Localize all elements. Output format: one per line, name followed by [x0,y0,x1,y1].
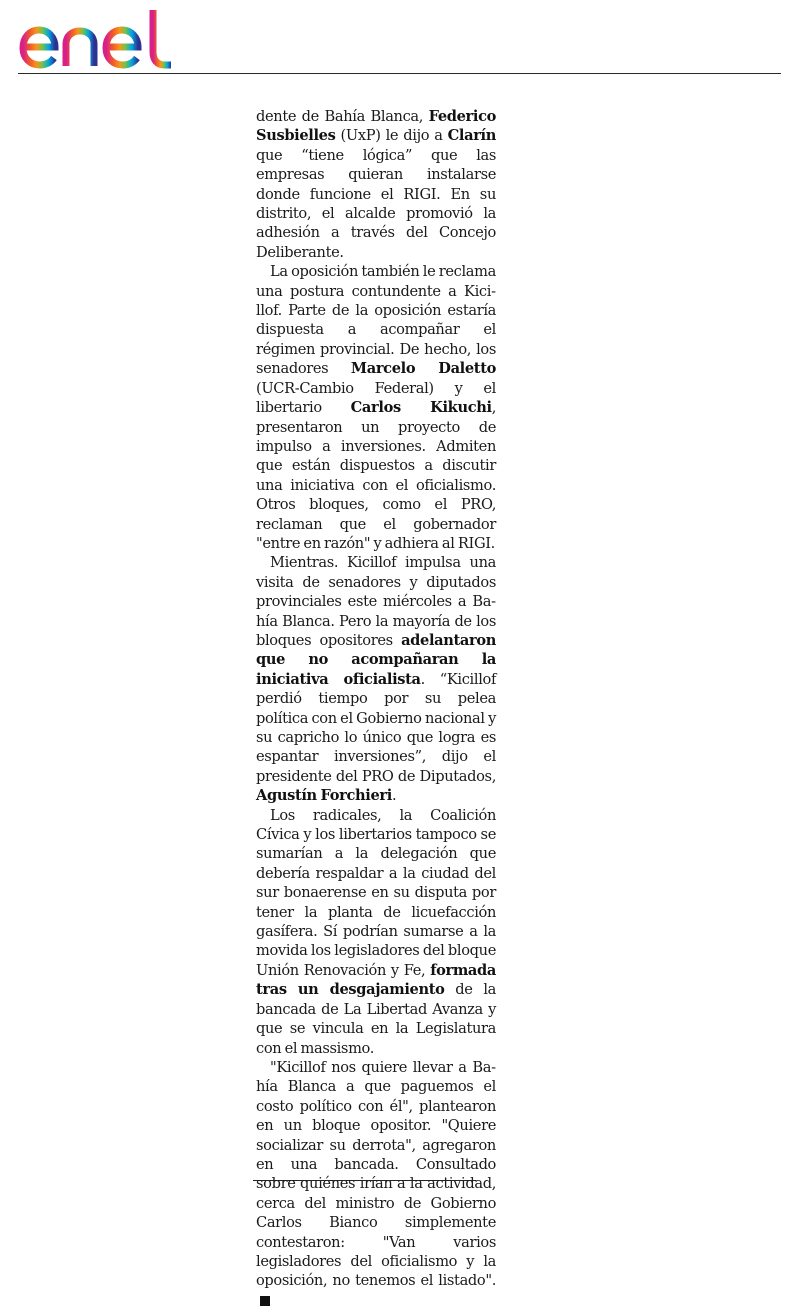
paragraph-5 [256,1058,496,1310]
paragraph-2 [256,262,496,553]
text-run: . [391,787,397,805]
paragraph-1 [256,107,496,262]
text-run: La oposición también le reclama una postura contundente a Kicillof. Parte de la oposición estaría dispuesta a acompañar el régimen provincial. De hecho, los senadores [256,263,496,378]
text-run: Los radicales, la Coalición Cívica y los libertarios tampoco se sumarían a la delegación que debería respaldar a la ciudad del sur bonaerense en su disputa por tener la planta de licuefacción gasífera. Sí podrían sumarse a la movida los legisladores del bloque Unión Renovación y Fe, [256,806,496,979]
paragraph-4 [256,806,496,1058]
header-divider [18,73,781,74]
bold-phrase: adelantaron que no acompañaran la iniciativa oficialista [256,631,496,688]
text-run: (UxP) le dijo a [335,127,448,145]
footer-divider [253,1180,476,1181]
paragraph-3 [256,553,496,805]
text-run: "Kicillof nos quiere llevar a Bahía Blanca a que paguemos el costo político con él", plantearon en un bloque opositor. "Quiere socializar su derrota", agregaron en una bancada. Consultado sobre quiénes irían a la actividad, cerca del ministro de Gobierno Carlos Bianco simplemente contestaron: "Van varios legisladores del oficialismo y la oposición, no tenemos el listado". [256,1058,496,1290]
text-run: Mientras. Kicillof impulsa una visita de senadores y diputados provinciales este miércoles a Bahía Blanca. Pero la mayoría de los bloques opositores [256,554,496,649]
article-column [256,107,496,1310]
bold-phrase: formada tras un desgajamiento [256,961,496,999]
bold-name: Clarín [447,127,496,145]
end-of-article-mark [260,1296,270,1306]
bold-name: Marcelo Daletto [350,360,496,378]
text-run: dente de Bahía Blanca, [256,108,429,125]
text-run: que “tiene lógica” que las empresas quieran instalarse donde funcione el RIGI. En su distrito, el alcalde promovió la adhesión a través del Concejo Deliberante. [256,146,496,261]
bold-name: Federico Susbielles [256,108,496,145]
text-run: de la bancada de La Libertad Avanza y que se vincula en la Legislatura con el massismo. [256,981,496,1057]
text-run: . “Kicillof perdió tiempo por su pelea política con el Gobierno nacional y su capricho lo único que logra es espantar inversiones”, dijo el presidente del PRO de Diputados, [256,670,496,785]
text-run: , presentaron un proyecto de impulso a inversiones. Admiten que están dispuestos a discutir una iniciativa con el oficialismo. Otros bloques, como el PRO, reclaman que el gobernador "entre en razón" y adhiera al RIGI. [256,399,496,552]
bold-name: Carlos Kikuchi [350,399,492,417]
text-run: (UCR-Cambio Federal) y el libertario [256,379,496,417]
enel-logo [16,6,178,70]
bold-name: Agustín Forchieri [256,787,392,805]
